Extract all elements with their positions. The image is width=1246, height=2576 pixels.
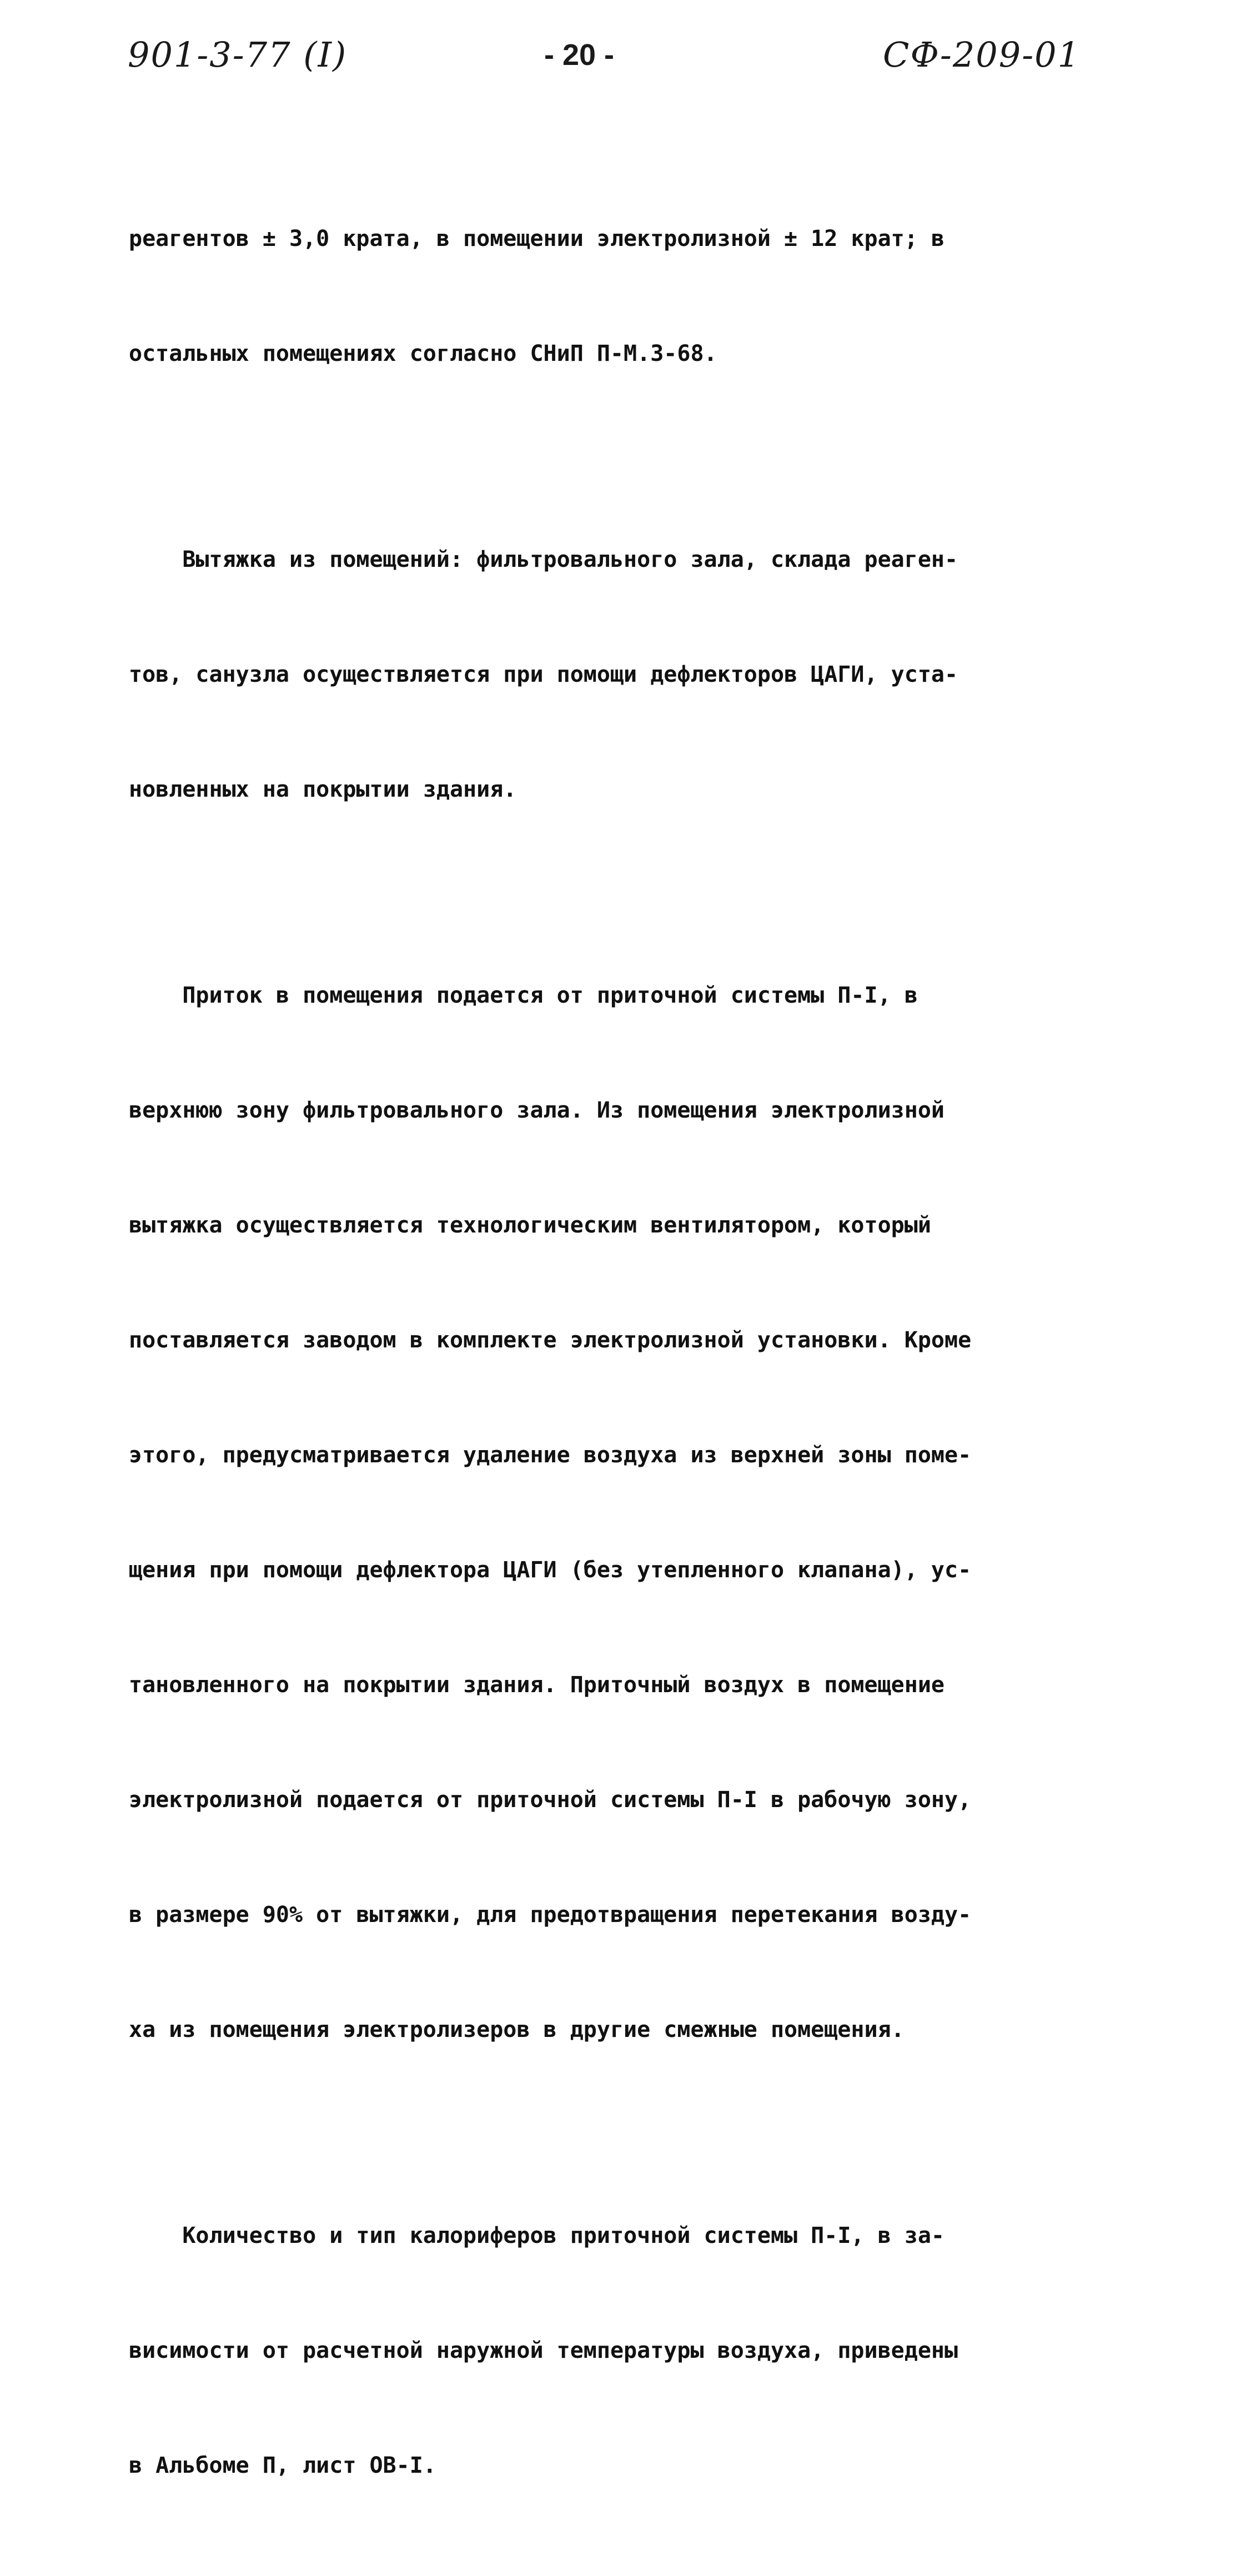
text-line: ха из помещения электролизеров в другие смежные помещения. [129, 2017, 905, 2042]
text-line: верхнюю зону фильтровального зала. Из помещения электролизной [129, 1098, 945, 1123]
page-header [0, 34, 1246, 84]
text-line: поставляется заводом в комплекте электролизной установки. Кроме [129, 1327, 972, 1353]
paragraph-2 [129, 464, 1106, 886]
text-line: щения при помощи дефлектора ЦАГИ (без утепленного клапана), ус- [129, 1557, 972, 1583]
page-number: - 20 - [544, 38, 615, 72]
paragraph-1 [129, 143, 1106, 450]
text-line: остальных помещениях согласно СНиП П-М.3-68. [129, 341, 717, 366]
document-body [129, 143, 1106, 2576]
text-line: новленных на покрытии здания. [129, 777, 517, 802]
document-code: 901-3-77 (I) [128, 34, 348, 75]
text-line: Приток в помещения подается от приточной системы П-I, в [129, 983, 918, 1008]
text-line: тов, санузла осуществляется при помощи дефлекторов ЦАГИ, уста- [129, 662, 958, 687]
text-line: этого, предусматривается удаление воздуха из верхней зоны поме- [129, 1442, 972, 1468]
text-line: Количество и тип калориферов приточной системы П-I, в за- [129, 2223, 945, 2248]
text-line: электролизной подается от приточной системы П-I в рабочую зону, [129, 1787, 972, 1813]
text-line: тановленного на покрытии здания. Приточный воздух в помещение [129, 1672, 945, 1698]
paragraph-4 [129, 2140, 1106, 2562]
text-line: Вытяжка из помещений: фильтровального зала, склада реаген- [129, 547, 958, 572]
text-line: в Альбоме П, лист ОВ-I. [129, 2453, 436, 2478]
text-line: вытяжка осуществляется технологическим вентилятором, который [129, 1212, 931, 1238]
text-line: реагентов ± 3,0 крата, в помещении электролизной ± 12 крат; в [129, 226, 945, 251]
text-line: в размере 90% от вытяжки, для предотвращения перетекания возду- [129, 1902, 972, 1928]
sheet-code: СФ-209-01 [883, 34, 1081, 75]
text-line: висимости от расчетной наружной температуры воздуха, приведены [129, 2338, 958, 2363]
paragraph-3 [129, 900, 1106, 2126]
